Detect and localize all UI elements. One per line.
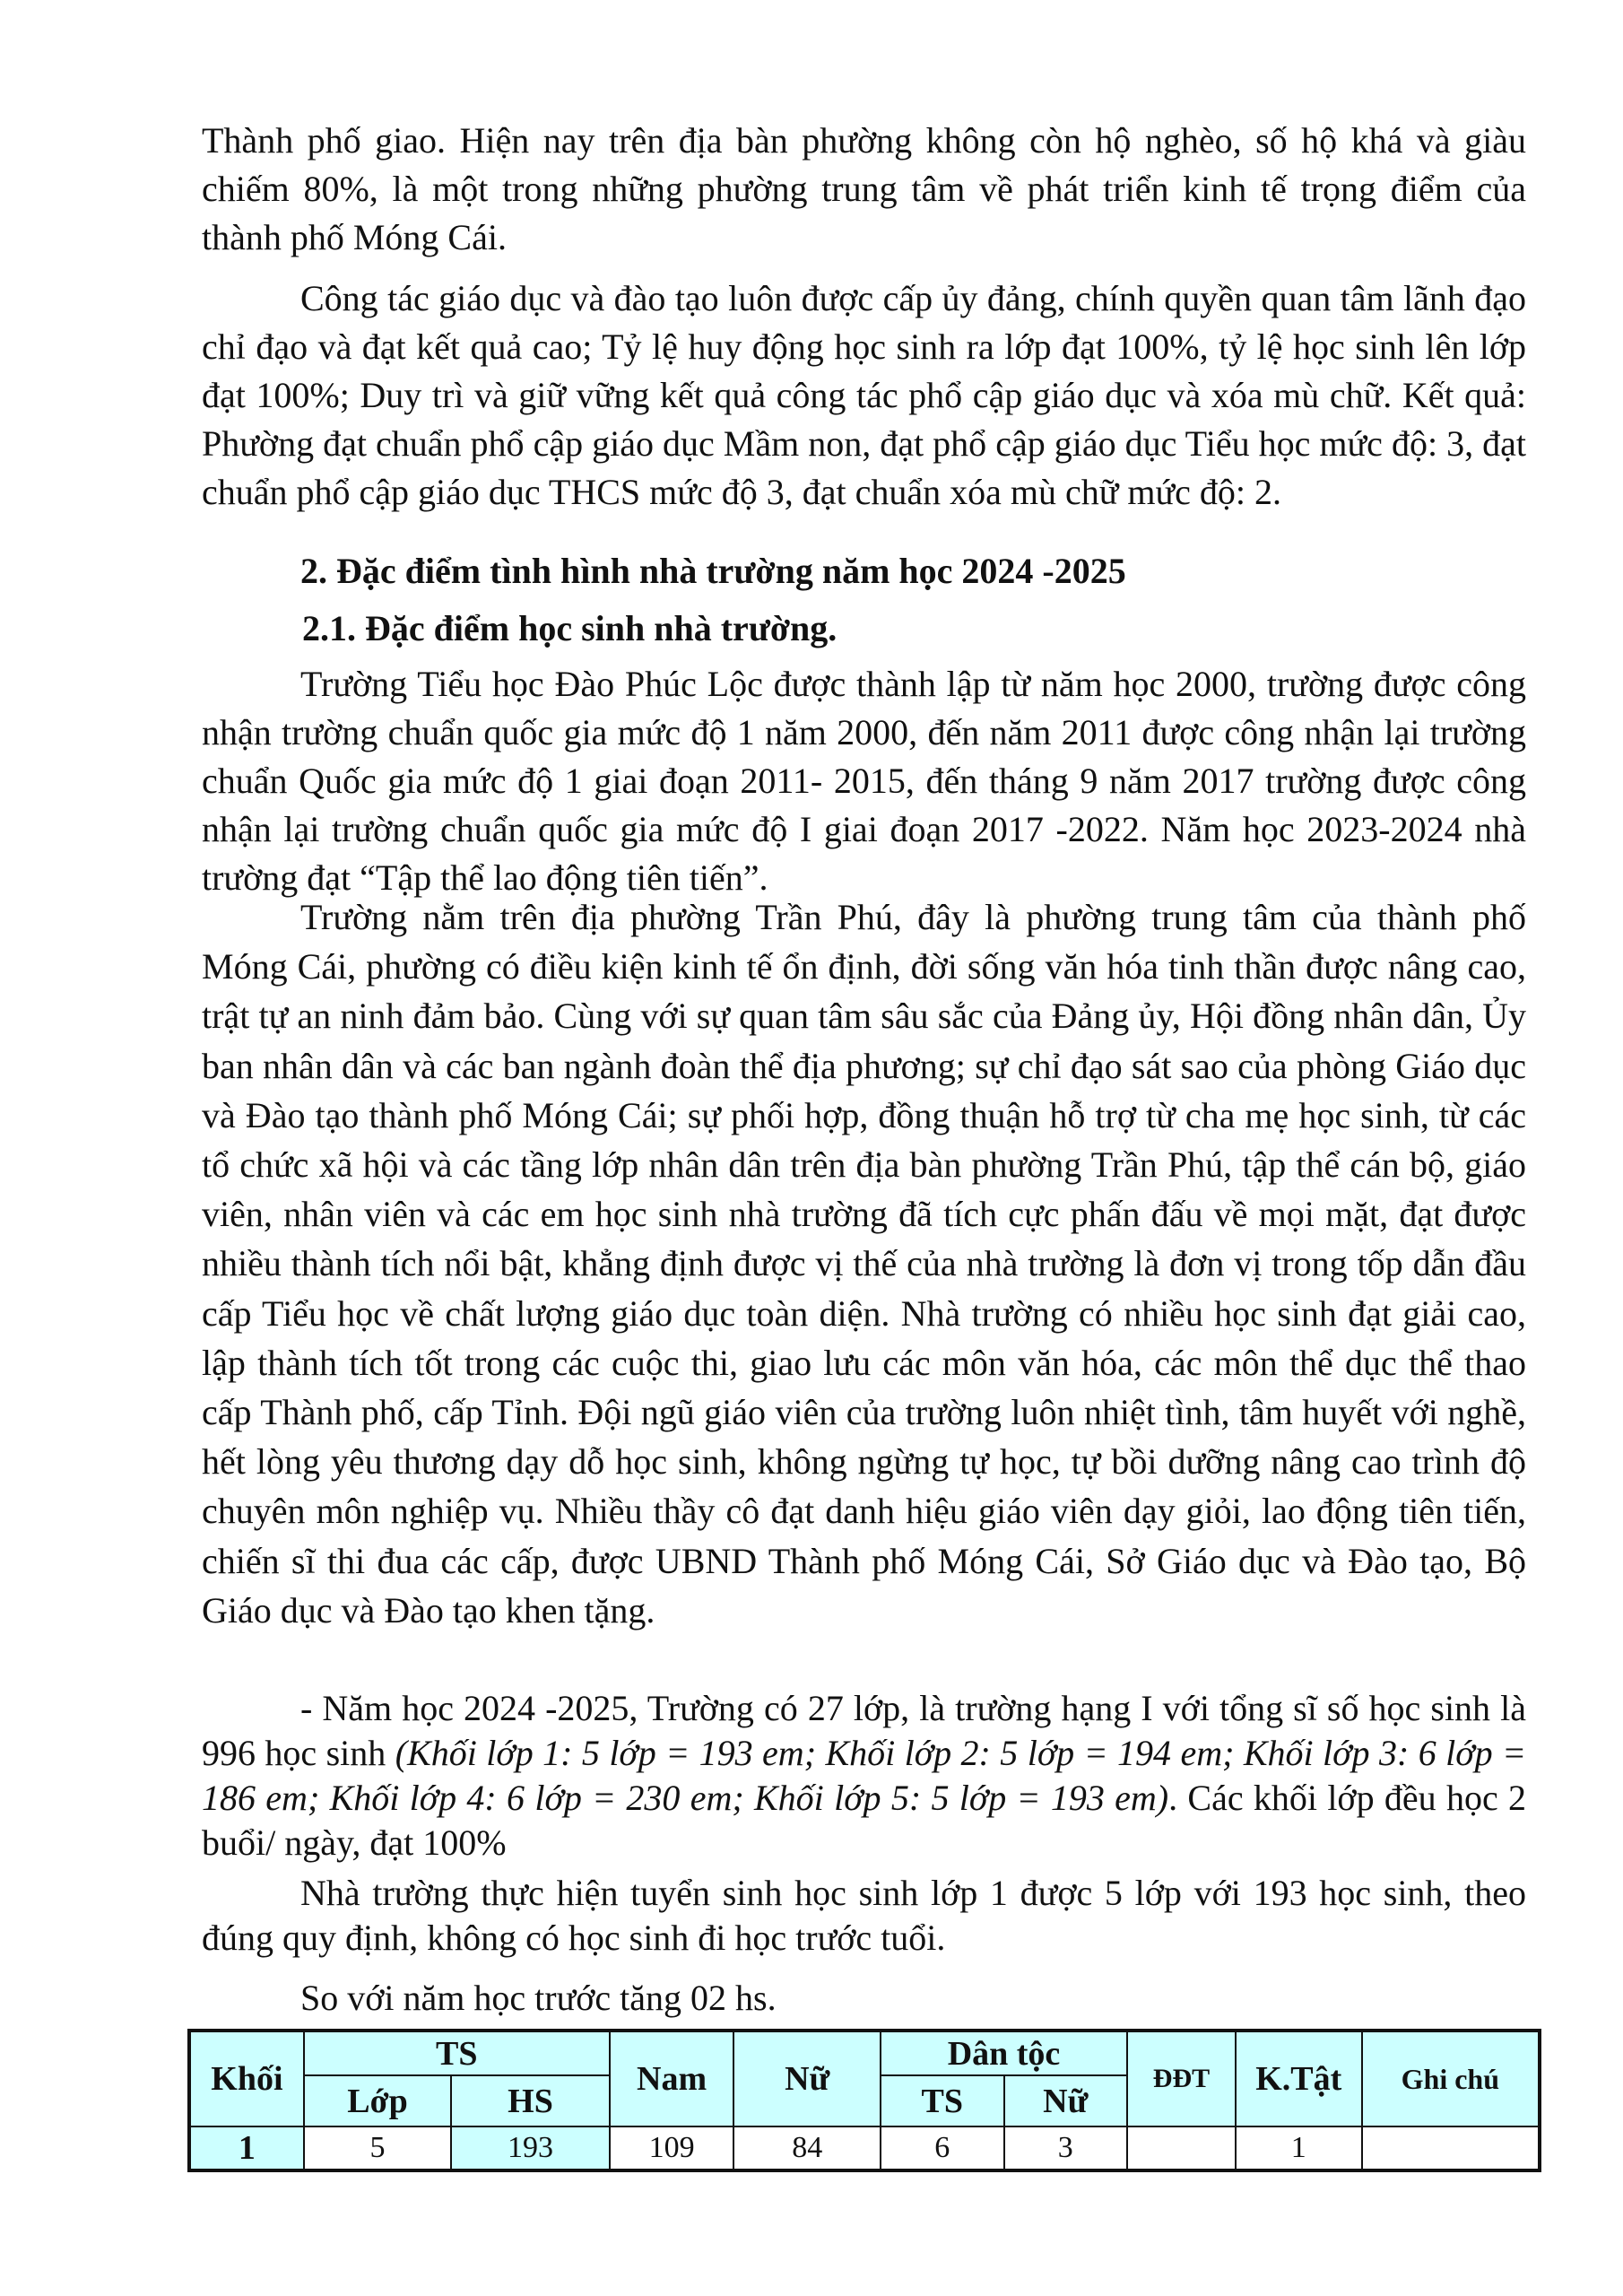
paragraph-enrollment: Nhà trường thực hiện tuyển sinh học sinh lớp 1 được 5 lớp với 193 học sinh, theo đúng quy định, không có học sinh đi học trước tuổi.	[202, 1873, 1526, 1958]
cell-nu: 84	[733, 2126, 880, 2170]
header-hs: HS	[451, 2075, 609, 2126]
paragraph-school-location: Trường nằm trên địa phường Trần Phú, đây là phường trung tâm của thành phố Móng Cái, phường có điều kiện kinh tế ổn định, đời sống văn hóa tinh thần được nâng cao, trật tự an ninh đảm bảo. Cùng với sự quan tâm sâu sắc của Đảng ủy, Hội đồng nhân dân, Ủy ban nhân dân và các ban ngành đoàn thể địa phương; sự chỉ đạo sát sao của phòng Giáo dục và Đào tạo thành phố Móng Cái; sự phối hợp, đồng thuận hỗ trợ từ cha mẹ học sinh, từ các tổ chức xã hội và các tầng lớp nhân dân trên địa bàn phường Trần Phú, tập thể cán bộ, giáo viên, nhân viên và các em học sinh nhà trường đã tích cực phấn đấu về mọi mặt, đạt được nhiều thành tích nổi bật, khẳng định được vị thế của nhà trường là đơn vị trong tốp dẫn đầu cấp Tiểu học về chất lượng giáo dục toàn diện. Nhà trường có nhiều học sinh đạt giải cao, lập thành tích tốt trong các cuộc thi, giao lưu các môn văn hóa, các môn thể dục thể thao cấp Thành phố, cấp Tỉnh. Đội ngũ giáo viên của trường luôn nhiệt tình, tâm huyết với nghề, hết lòng yêu thương dạy dỗ học sinh, không ngừng tự học, tự bồi dưỡng nâng cao trình độ chuyên môn nghiệp vụ. Nhiều thầy cô đạt danh hiệu giáo viên dạy giỏi, lao động tiên tiến, chiến sĩ thi đua các cấp, được UBND Thành phố Móng Cái, Sở Giáo dục và Đào tạo, Bộ Giáo dục và Đào tạo khen tặng.	[202, 897, 1526, 1631]
paragraph-class-stats	[202, 1686, 1526, 1866]
cell-hs: 193	[451, 2126, 609, 2170]
heading-section-2: 2. Đặc điểm tình hình nhà trường năm học 2024 -2025	[300, 551, 1126, 591]
heading-section-2-1: 2.1. Đặc điểm học sinh nhà trường.	[302, 608, 838, 648]
cell-dt-ts: 6	[881, 2126, 1004, 2170]
header-ghichu: Ghi chú	[1362, 2031, 1540, 2126]
cell-lop: 5	[304, 2126, 452, 2170]
header-ddt: ĐĐT	[1127, 2031, 1236, 2126]
header-nam: Nam	[610, 2031, 734, 2126]
header-ts: TS	[304, 2031, 610, 2075]
header-lop: Lớp	[304, 2075, 452, 2126]
header-dt-ts: TS	[881, 2075, 1004, 2126]
cell-dt-nu: 3	[1004, 2126, 1128, 2170]
cell-khoi: 1	[189, 2126, 304, 2170]
header-ktat: K.Tật	[1236, 2031, 1362, 2126]
paragraph-education: Công tác giáo dục và đào tạo luôn được cấp ủy đảng, chính quyền quan tâm lãnh đạo chỉ đạo và đạt kết quả cao; Tỷ lệ huy động học sinh ra lớp đạt 100%, tỷ lệ học sinh lên lớp đạt 100%; Duy trì và giữ vững kết quả công tác phổ cập giáo dục và xóa mù chữ. Kết quả: Phường đạt chuẩn phổ cập giáo dục Mầm non, đạt phổ cập giáo dục Tiểu học mức độ: 3, đạt chuẩn phổ cập giáo dục THCS mức độ 3, đạt chuẩn xóa mù chữ mức độ: 2.	[202, 278, 1526, 512]
class-stats-breakdown: (Khối lớp 1: 5 lớp = 193 em; Khối lớp 2: 5 lớp = 194 em; Khối lớp 3: 6 lớp = 186 em; Khối lớp 4: 6 lớp = 230 em; Khối lớp 5: 5 lớp = 193 em)	[202, 1733, 1526, 1818]
class-stats-tail: . Các khối lớp đều học 2 buổi/ ngày, đạt 100%	[202, 1778, 1527, 1863]
cell-ddt	[1127, 2126, 1236, 2170]
paragraph-comparison: So với năm học trước tăng 02 hs.	[300, 1978, 777, 2018]
table-row	[189, 2126, 1540, 2170]
paragraph-school-history: Trường Tiểu học Đào Phúc Lộc được thành lập từ năm học 2000, trường được công nhận trường chuẩn quốc gia mức độ 1 năm 2000, đến năm 2011 được công nhận lại trường chuẩn Quốc gia mức độ 1 giai đoạn 2011- 2015, đến tháng 9 năm 2017 trường được công nhận lại trường chuẩn quốc gia mức độ I giai đoạn 2017 -2022. Năm học 2023-2024 nhà trường đạt “Tập thể lao động tiên tiến”.	[202, 664, 1526, 898]
student-table	[187, 2029, 1541, 2172]
header-dantoc: Dân tộc	[881, 2031, 1127, 2075]
cell-nam: 109	[610, 2126, 734, 2170]
class-stats-text: - Năm học 2024 -2025, Trường có 27 lớp, là trường hạng I với tổng sĩ số học sinh là 996 học sinh	[202, 1688, 1526, 1773]
header-khoi: Khối	[189, 2031, 304, 2126]
cell-ktat: 1	[1236, 2126, 1362, 2170]
paragraph-economy: Thành phố giao. Hiện nay trên địa bàn phường không còn hộ nghèo, số hộ khá và giàu chiếm 80%, là một trong những phường trung tâm về phát triển kinh tế trọng điểm của thành phố Móng Cái.	[202, 120, 1526, 257]
header-dt-nu: Nữ	[1004, 2075, 1128, 2126]
cell-ghichu	[1362, 2126, 1540, 2170]
header-nu: Nữ	[733, 2031, 880, 2126]
